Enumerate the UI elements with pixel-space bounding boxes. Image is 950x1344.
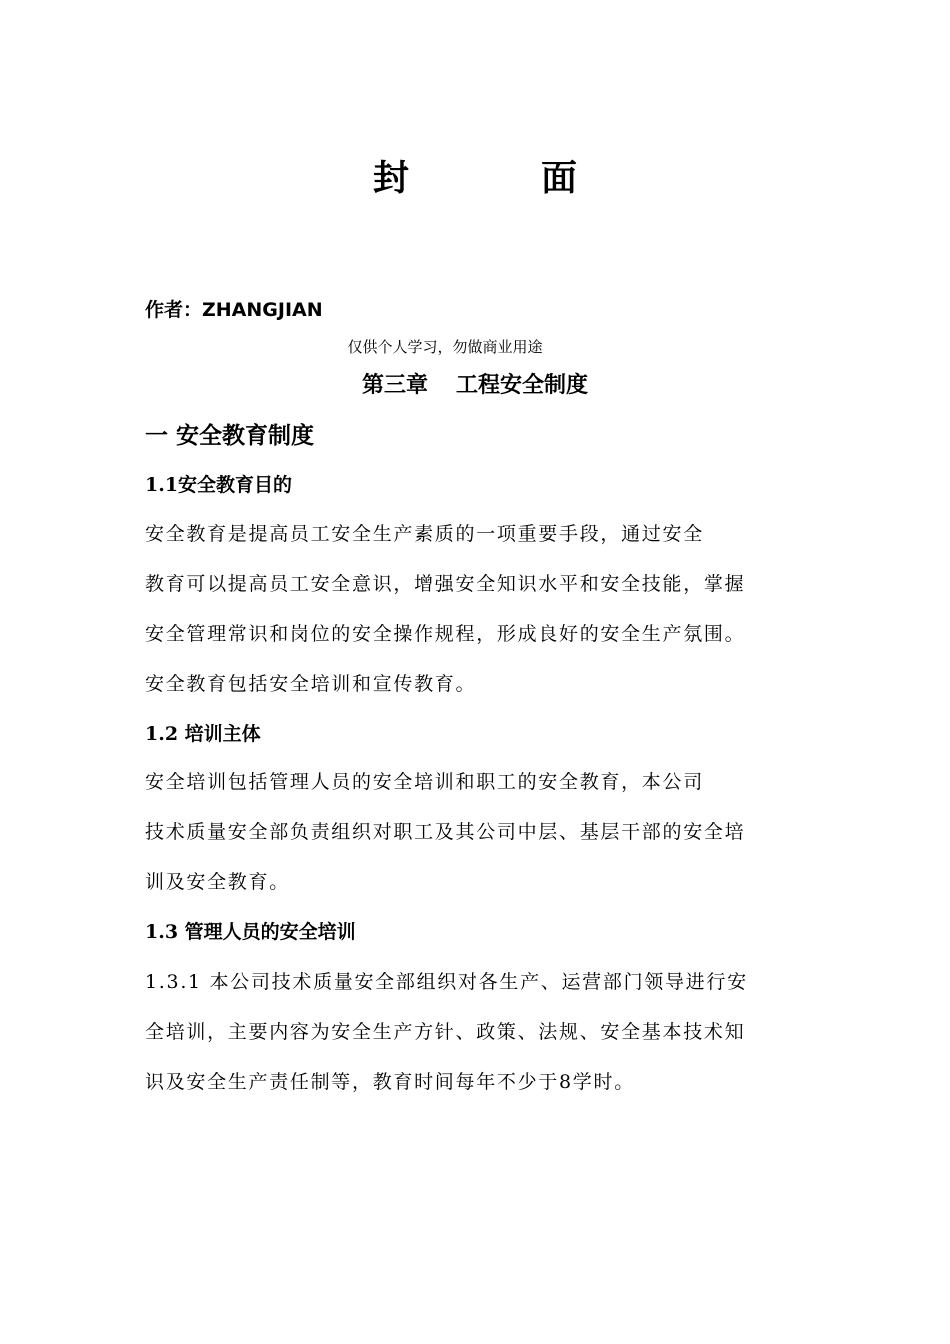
- chapter-name: 工程安全制度: [456, 372, 589, 398]
- paragraph-1-3: [145, 957, 805, 1107]
- chapter-number: 第三章: [361, 372, 428, 398]
- subsection-heading-1-3: 1.3 管理人员的安全培训: [145, 921, 356, 943]
- paragraph-1-2: [145, 757, 805, 907]
- paragraph-line: 训及安全教育。: [145, 871, 290, 893]
- section-heading: 一 安全教育制度: [145, 422, 315, 449]
- paragraph-line: 安全教育是提高员工安全生产素质的一项重要手段，通过安全: [145, 523, 704, 545]
- cover-title-left-char: 封: [372, 158, 409, 199]
- paragraph-line: 技术质量安全部负责组织对职工及其公司中层、基层干部的安全培: [145, 821, 746, 843]
- chapter-title: [0, 366, 950, 404]
- cover-title: [0, 152, 950, 206]
- author-line: 作者：ZHANGJIAN: [145, 299, 323, 321]
- cover-title-right-char: 面: [541, 158, 578, 199]
- paragraph-line: 教育可以提高员工安全意识，增强安全知识水平和安全技能，掌握: [145, 573, 746, 595]
- paragraph-line: 安全培训包括管理人员的安全培训和职工的安全教育，本公司: [145, 771, 704, 793]
- subsection-heading-1-2: 1.2 培训主体: [145, 723, 261, 745]
- paragraph-1-1: [145, 509, 805, 709]
- paragraph-line: 全培训，主要内容为安全生产方针、政策、法规、安全基本技术知: [145, 1021, 746, 1043]
- paragraph-line: 1.3.1 本公司技术质量安全部组织对各生产、运营部门领导进行安: [145, 971, 748, 993]
- usage-notice: 仅供个人学习，勿做商业用途: [347, 338, 543, 356]
- paragraph-line: 安全管理常识和岗位的安全操作规程，形成良好的安全生产氛围。: [145, 623, 746, 645]
- subsection-heading-1-1: 1.1安全教育目的: [145, 474, 293, 496]
- paragraph-line: 识及安全生产责任制等，教育时间每年不少于8学时。: [145, 1071, 635, 1093]
- paragraph-line: 安全教育包括安全培训和宣传教育。: [145, 673, 477, 695]
